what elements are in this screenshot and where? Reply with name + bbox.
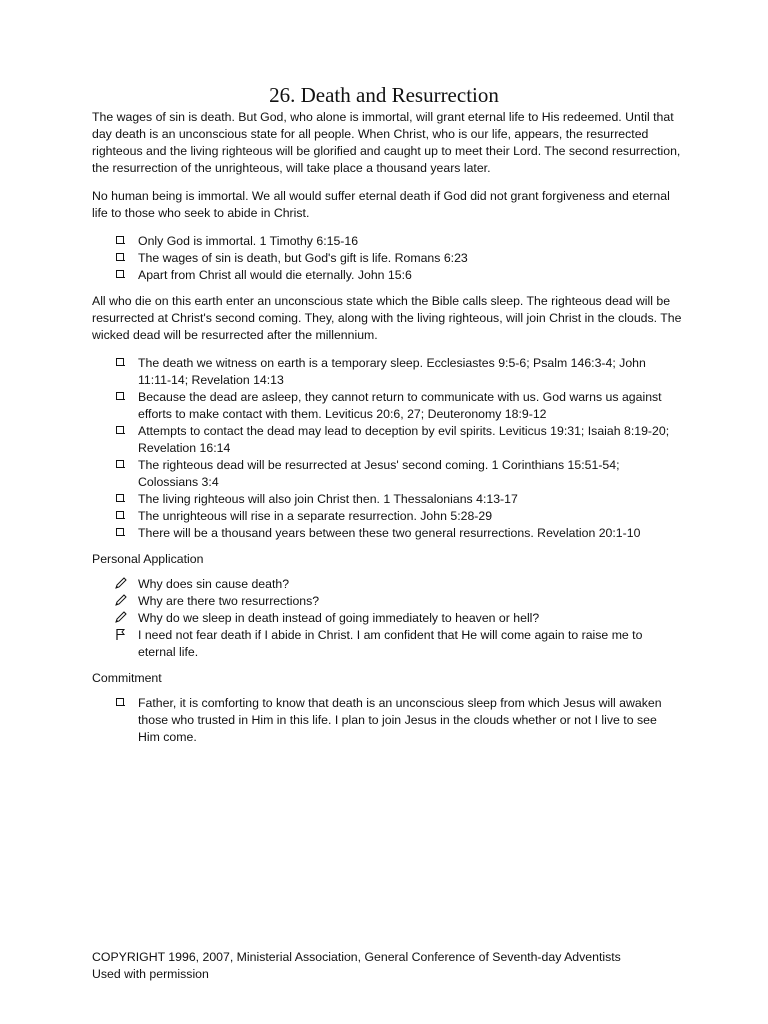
list-item bbox=[92, 610, 682, 627]
pencil-icon bbox=[114, 610, 128, 624]
intro-paragraph: The wages of sin is death. But God, who alone is immortal, will grant eternal life to His redeemed. Until that day death is an unconscious state for all people. When Christ, who is our life, appears, the resurrected righteous and the living righteous will be glorified and caught up to meet their Lord. The second resurrection, the resurrection of the unrighteous, will take place a thousand years later. bbox=[92, 110, 681, 175]
list-item bbox=[92, 233, 682, 250]
checkbox-icon bbox=[116, 426, 124, 434]
immortality-paragraph: No human being is immortal. We all would suffer eternal death if God did not grant forgiveness and eternal life to those who seek to abide in Christ. bbox=[92, 189, 670, 220]
checkbox-icon bbox=[116, 494, 124, 502]
question-text: Why do we sleep in death instead of going immediately to heaven or hell? bbox=[138, 611, 540, 625]
list-item-text: Because the dead are asleep, they cannot return to communicate with us. God warns us against efforts to make contact with them. Leviticus 20:6, 27; Deuteronomy 18:9-12 bbox=[138, 390, 662, 421]
checkbox-icon bbox=[116, 460, 124, 468]
checkbox-icon bbox=[116, 511, 124, 519]
list-item bbox=[92, 525, 682, 542]
question-text: Why does sin cause death? bbox=[138, 577, 290, 591]
list-item-text: The living righteous will also join Christ then. 1 Thessalonians 4:13-17 bbox=[138, 492, 518, 506]
list-item bbox=[92, 576, 682, 593]
flag-icon bbox=[114, 627, 128, 641]
checkbox-icon bbox=[116, 253, 124, 261]
list-item bbox=[92, 423, 682, 457]
commitment-heading: Commitment bbox=[92, 671, 162, 685]
checkbox-icon bbox=[116, 236, 124, 244]
page-title: 26. Death and Resurrection bbox=[269, 83, 499, 107]
statement-text: I need not fear death if I abide in Christ. I am confident that He will come again to raise me to eternal life. bbox=[138, 628, 643, 659]
personal-application-list bbox=[92, 576, 682, 661]
checkbox-icon bbox=[116, 358, 124, 366]
permission-line: Used with permission bbox=[92, 967, 209, 981]
checkbox-icon bbox=[116, 392, 124, 400]
list-item-text: Only God is immortal. 1 Timothy 6:15-16 bbox=[138, 234, 359, 248]
list-item bbox=[92, 508, 682, 525]
list-item-text: Apart from Christ all would die eternally. John 15:6 bbox=[138, 268, 412, 282]
checkbox-icon bbox=[116, 270, 124, 278]
list-item bbox=[92, 457, 682, 491]
commitment-text: Father, it is comforting to know that death is an unconscious sleep from which Jesus will awaken those who trusted in Him in this life. I plan to join Jesus in the clouds whether or not I live to see Him come. bbox=[138, 696, 662, 744]
list-item bbox=[92, 593, 682, 610]
checkbox-icon bbox=[116, 528, 124, 536]
list-item bbox=[92, 267, 682, 284]
personal-application-heading: Personal Application bbox=[92, 552, 204, 566]
list-item bbox=[92, 695, 682, 746]
checkbox-icon bbox=[116, 698, 124, 706]
list-item bbox=[92, 491, 682, 508]
footer bbox=[92, 949, 692, 983]
list-item-text: There will be a thousand years between these two general resurrections. Revelation 20:1-10 bbox=[138, 526, 641, 540]
pencil-icon bbox=[114, 576, 128, 590]
question-text: Why are there two resurrections? bbox=[138, 594, 320, 608]
commitment-list bbox=[92, 695, 682, 746]
document-body bbox=[92, 109, 682, 755]
list-item bbox=[92, 250, 682, 267]
list-item-text: The unrighteous will rise in a separate resurrection. John 5:28-29 bbox=[138, 509, 493, 523]
list-item bbox=[92, 627, 682, 661]
checklist-immortality bbox=[92, 233, 682, 284]
list-item-text: The wages of sin is death, but God's gift is life. Romans 6:23 bbox=[138, 251, 468, 265]
list-item-text: Attempts to contact the dead may lead to deception by evil spirits. Leviticus 19:31; Isaiah 8:19-20; Revelation 16:14 bbox=[138, 424, 670, 455]
pencil-icon bbox=[114, 593, 128, 607]
sleep-paragraph: All who die on this earth enter an unconscious state which the Bible calls sleep. The righteous dead will be resurrected at Christ's second coming. They, along with the living righteous, will join Christ in the clouds. The wicked dead will be resurrected after the millennium. bbox=[92, 294, 682, 342]
list-item-text: The righteous dead will be resurrected at Jesus' second coming. 1 Corinthians 15:51-54; Colossians 3:4 bbox=[138, 458, 620, 489]
list-item-text: The death we witness on earth is a temporary sleep. Ecclesiastes 9:5-6; Psalm 146:3-4; John 11:11-14; Revelation 14:13 bbox=[138, 356, 646, 387]
list-item bbox=[92, 355, 682, 389]
list-item bbox=[92, 389, 682, 423]
checklist-sleep bbox=[92, 355, 682, 542]
copyright-line: COPYRIGHT 1996, 2007, Ministerial Association, General Conference of Seventh-day Adventists bbox=[92, 950, 621, 964]
